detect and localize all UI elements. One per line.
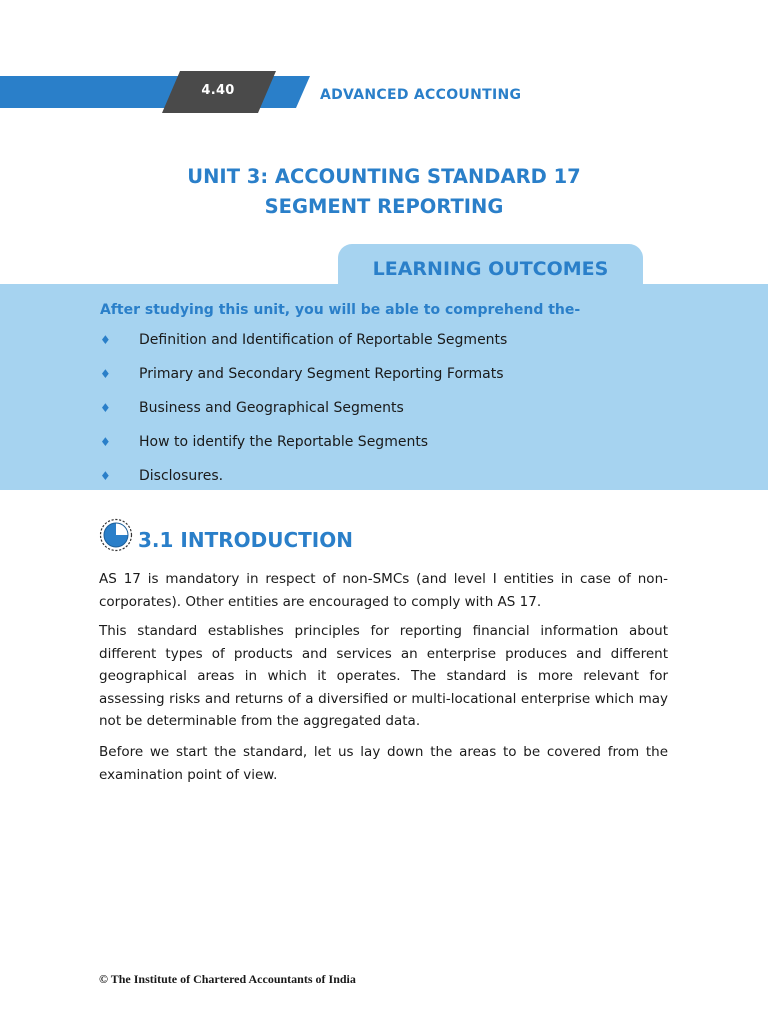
list-item-text: Primary and Secondary Segment Reporting Formats <box>139 366 504 382</box>
unit-title <box>0 162 768 222</box>
list-item-text: How to identify the Reportable Segments <box>139 434 429 450</box>
learning-outcomes-heading: LEARNING OUTCOMES <box>372 258 609 280</box>
running-head: ADVANCED ACCOUNTING <box>320 87 522 103</box>
section-heading: 3.1 INTRODUCTION <box>138 528 353 552</box>
diamond-bullet-icon: ♦ <box>100 435 111 449</box>
learning-outcomes-intro: After studying this unit, you will be able to comprehend the- <box>100 302 581 318</box>
clock-icon <box>99 518 133 552</box>
diamond-bullet-icon: ♦ <box>100 401 111 415</box>
list-item-text: Definition and Identification of Reportable Segments <box>139 332 508 348</box>
list-item-text: Business and Geographical Segments <box>139 400 404 416</box>
body-paragraph: Before we start the standard, let us lay down the areas to be covered from the examination point of view. <box>99 744 668 783</box>
learning-outcomes-tab <box>338 244 643 292</box>
diamond-bullet-icon: ♦ <box>100 367 111 381</box>
diamond-bullet-icon: ♦ <box>100 469 111 483</box>
page-number: 4.40 <box>201 83 235 98</box>
unit-title-line-2: SEGMENT REPORTING <box>264 195 504 218</box>
unit-title-line-1: UNIT 3: ACCOUNTING STANDARD 17 <box>187 165 581 188</box>
list-item-text: Disclosures. <box>139 468 224 484</box>
body-paragraph: This standard establishes principles for reporting financial information about different types of products and services an enterprise produces and different geographical areas in which it operates. The standard is more relevant for assessing risks and returns of a diversified or multi-locational enterprise which may not be determinable from the aggregated data. <box>99 623 668 729</box>
body-paragraph: AS 17 is mandatory in respect of non-SMCs (and level I entities in case of non-corporates). Other entities are encouraged to comply with AS 17. <box>99 571 668 610</box>
footer-copyright: © The Institute of Chartered Accountants of India <box>99 972 356 986</box>
diamond-bullet-icon: ♦ <box>100 333 111 347</box>
